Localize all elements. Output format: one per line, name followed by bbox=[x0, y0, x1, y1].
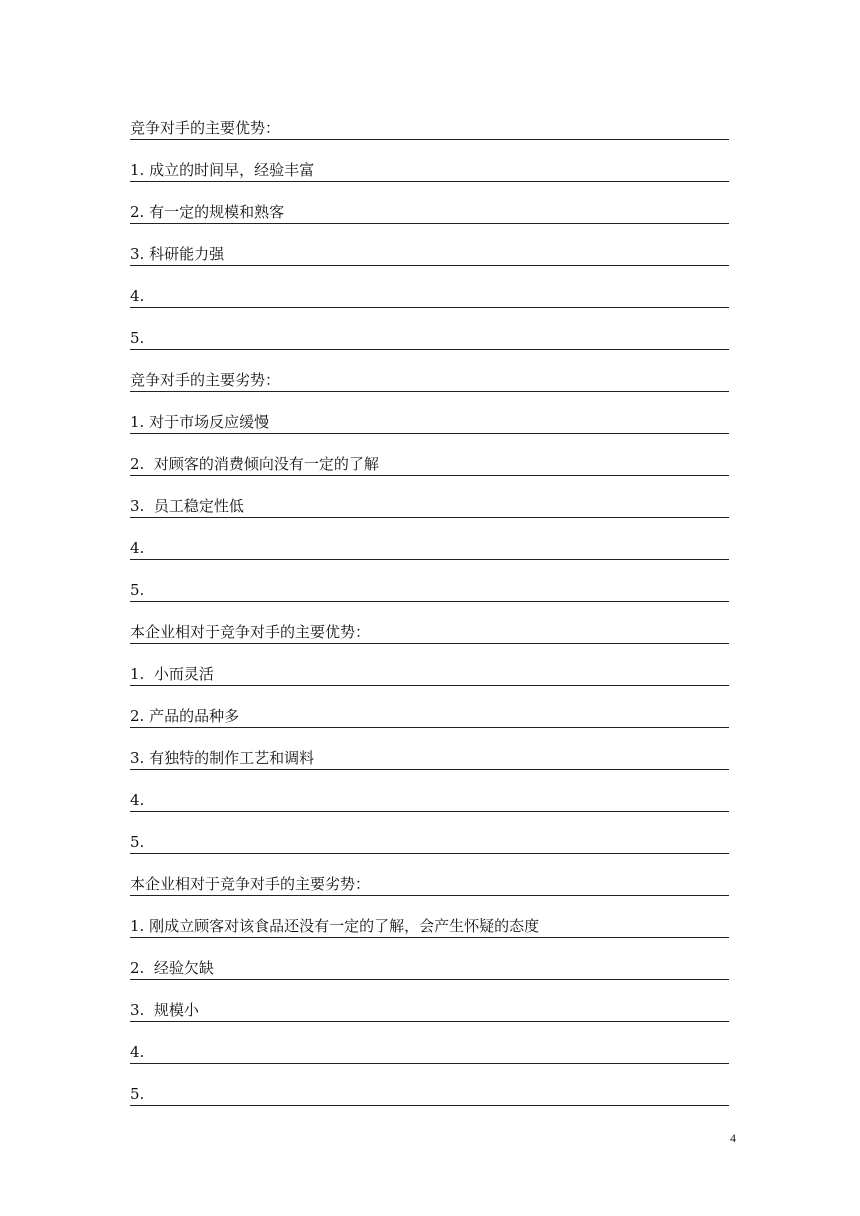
list-item bbox=[130, 938, 729, 980]
section-heading-our-strengths bbox=[130, 602, 729, 644]
list-item bbox=[130, 434, 729, 476]
list-item bbox=[130, 686, 729, 728]
section-heading-our-weaknesses bbox=[130, 854, 729, 896]
list-item-text: 4. bbox=[130, 539, 145, 557]
list-item bbox=[130, 896, 729, 938]
list-item bbox=[130, 770, 729, 812]
section-heading-competitor-weaknesses bbox=[130, 350, 729, 392]
list-item-text: 3. 有独特的制作工艺和调料 bbox=[130, 749, 315, 767]
heading-text: 本企业相对于竞争对手的主要劣势： bbox=[130, 875, 371, 893]
list-item bbox=[130, 476, 729, 518]
page-number: 4 bbox=[730, 1131, 736, 1145]
list-item bbox=[130, 392, 729, 434]
list-item-text: 1. 成立的时间早，经验丰富 bbox=[130, 161, 315, 179]
list-item-text: 2. 产品的品种多 bbox=[130, 707, 240, 725]
list-item bbox=[130, 812, 729, 854]
list-item-text: 1. 小而灵活 bbox=[130, 665, 214, 683]
list-item bbox=[130, 518, 729, 560]
list-item-text: 5. bbox=[130, 329, 145, 347]
list-item bbox=[130, 728, 729, 770]
list-item-text: 3. 规模小 bbox=[130, 1001, 199, 1019]
list-item-text: 2. 经验欠缺 bbox=[130, 959, 214, 977]
heading-text: 竞争对手的主要劣势： bbox=[130, 371, 281, 389]
list-item bbox=[130, 980, 729, 1022]
list-item-text: 4. bbox=[130, 791, 145, 809]
list-item-text: 4. bbox=[130, 1043, 145, 1061]
list-item-text: 2. 对顾客的消费倾向没有一定的了解 bbox=[130, 455, 379, 473]
list-item-text: 4. bbox=[130, 287, 145, 305]
list-item-text: 5. bbox=[130, 581, 145, 599]
list-item-text: 3. 科研能力强 bbox=[130, 245, 225, 263]
heading-text: 竞争对手的主要优势： bbox=[130, 119, 281, 137]
list-item bbox=[130, 560, 729, 602]
list-item-text: 5. bbox=[130, 1085, 145, 1103]
list-item bbox=[130, 644, 729, 686]
list-item-text: 2. 有一定的规模和熟客 bbox=[130, 203, 285, 221]
list-item-text: 5. bbox=[130, 833, 145, 851]
list-item bbox=[130, 182, 729, 224]
list-item-text: 3. 员工稳定性低 bbox=[130, 497, 244, 515]
list-item bbox=[130, 1022, 729, 1064]
list-item bbox=[130, 308, 729, 350]
list-item bbox=[130, 140, 729, 182]
section-heading-competitor-strengths bbox=[130, 98, 729, 140]
list-item bbox=[130, 266, 729, 308]
list-item bbox=[130, 224, 729, 266]
list-item bbox=[130, 1064, 729, 1106]
list-item-text: 1. 刚成立顾客对该食品还没有一定的了解，会产生怀疑的态度 bbox=[130, 917, 540, 935]
heading-text: 本企业相对于竞争对手的主要优势： bbox=[130, 623, 371, 641]
list-item-text: 1. 对于市场反应缓慢 bbox=[130, 413, 270, 431]
